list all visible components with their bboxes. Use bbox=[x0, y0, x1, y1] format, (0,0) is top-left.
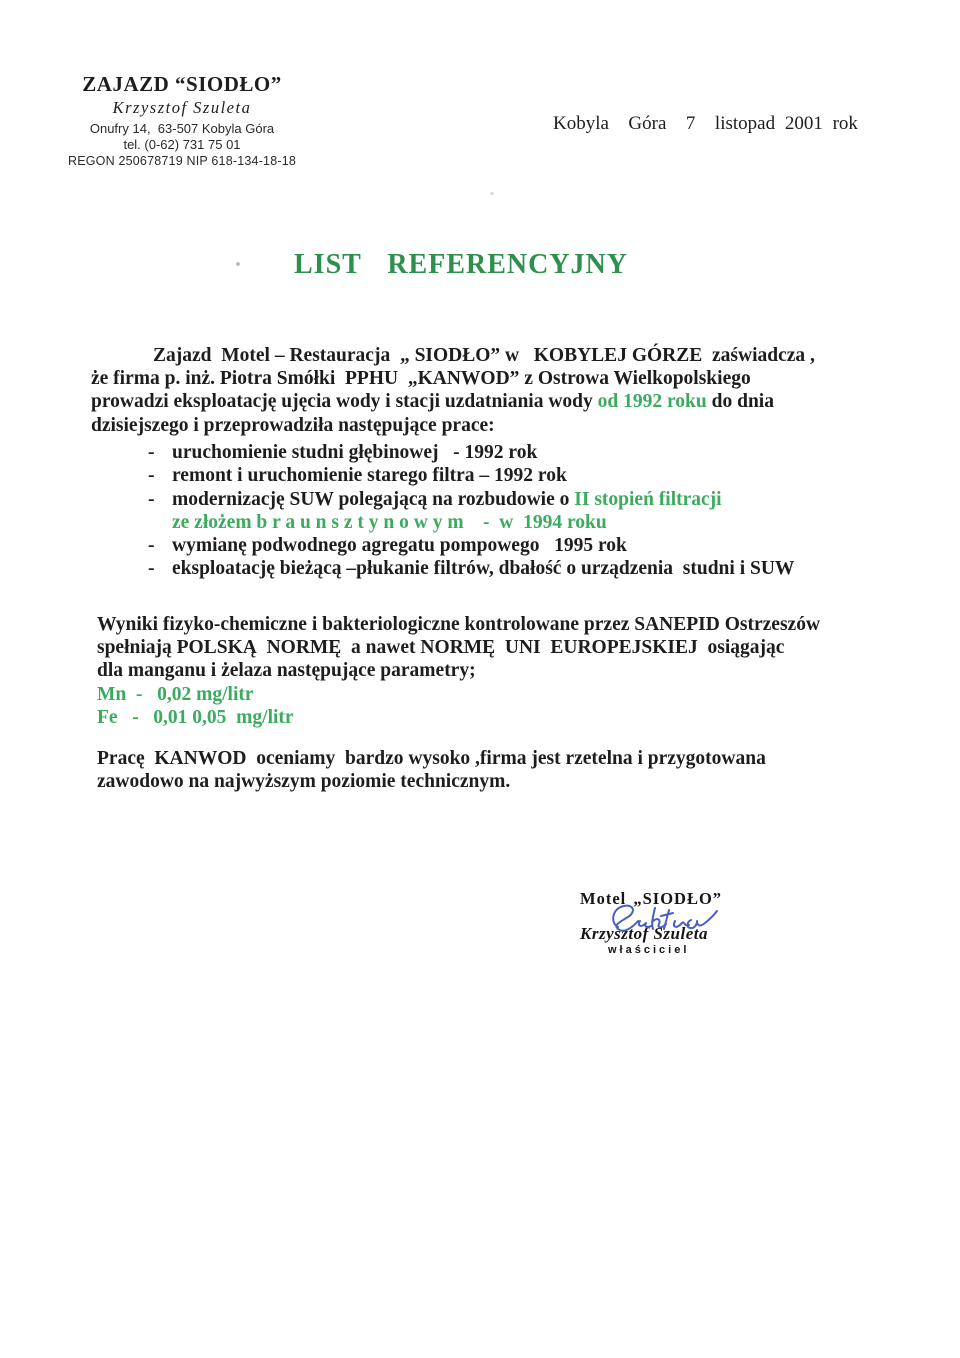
bullet-dash: - bbox=[148, 488, 155, 510]
intro-paragraph bbox=[91, 344, 876, 437]
intro-line-1: Zajazd Motel – Restauracja „ SIODŁO” w KOBYLEJ GÓRZE zaświadcza , bbox=[153, 345, 815, 366]
intro-line-3-tail: do dnia bbox=[706, 391, 774, 413]
signature-role-stamp: właściciel bbox=[608, 944, 690, 956]
intro-line-3-text: prowadzi eksploatację ujęcia wody i stacji uzdatniania wody bbox=[91, 391, 598, 413]
letterhead-owner: Krzysztof Szuleta bbox=[112, 98, 252, 117]
works-item-3-highlight: II stopień filtracji bbox=[574, 488, 722, 510]
manganese-parameter: Mn - 0,02 mg/litr bbox=[97, 683, 254, 705]
letterhead-company: ZAJAZD “SIODŁO” bbox=[82, 72, 282, 96]
works-item-2 bbox=[148, 464, 878, 487]
works-list bbox=[148, 441, 878, 581]
bullet-dash-empty bbox=[148, 511, 172, 534]
works-item-3-continuation-text: ze złożem b r a u n s z t y n o w y m - w 1994 roku bbox=[172, 511, 607, 533]
bullet-dash: - bbox=[148, 558, 155, 580]
letterhead bbox=[58, 72, 306, 168]
letterhead-address: Onufry 14, 63-507 Kobyla Góra bbox=[89, 121, 275, 136]
intro-highlight-od-1992: od 1992 roku bbox=[597, 391, 707, 413]
intro-line-3 bbox=[91, 390, 876, 413]
works-item-3-pre: modernizację SUW polegającą na rozbudowie o bbox=[172, 488, 575, 510]
date-line: Kobyla Góra 7 listopad 2001 rok bbox=[553, 113, 858, 134]
bullet-dash: - bbox=[148, 442, 155, 463]
intro-line-2: że firma p. inż. Piotra Smółki PPHU „KANWOD” z Ostrowa Wielkopolskiego bbox=[91, 368, 751, 390]
closing-paragraph bbox=[97, 748, 857, 793]
bullet-dash: - bbox=[148, 535, 155, 557]
closing-line-1: Pracę KANWOD oceniamy bardzo wysoko ,firma jest rzetelna i przygotowana bbox=[97, 748, 766, 769]
results-paragraph bbox=[97, 613, 857, 729]
closing-line-2: zawodowo na najwyższym poziomie technicznym. bbox=[97, 770, 511, 792]
signature-stroke bbox=[613, 906, 717, 931]
bullet-dash: - bbox=[148, 465, 155, 487]
works-item-3 bbox=[148, 488, 878, 511]
letter-title: LIST REFERENCYJNY bbox=[294, 249, 628, 280]
works-item-1-text: uruchomienie studni głębinowej - 1992 rok bbox=[172, 442, 538, 463]
results-line-1: Wyniki fizyko-chemiczne i bakteriologiczne kontrolowane przez SANEPID Ostrzeszów bbox=[97, 614, 821, 635]
signature-block bbox=[580, 889, 800, 956]
works-item-3-continuation bbox=[148, 511, 878, 534]
iron-parameter: Fe - 0,01 0,05 mg/litr bbox=[97, 707, 294, 729]
works-item-3-text bbox=[172, 488, 722, 511]
works-item-1 bbox=[148, 441, 878, 464]
works-item-4-text: wymianę podwodnego agregatu pompowego 1995 rok bbox=[172, 535, 627, 557]
intro-line-4: dzisiejszego i przeprowadziła następujące prace: bbox=[91, 414, 495, 436]
results-line-3: dla manganu i żelaza następujące parametry; bbox=[97, 660, 476, 682]
works-item-2-text: remont i uruchomienie starego filtra – 1992 rok bbox=[172, 465, 567, 487]
works-item-5-text: eksploatację bieżącą –płukanie filtrów, dbałość o urządzenia studni i SUW bbox=[172, 558, 795, 580]
signature-company-stamp: Motel „SIODŁO” bbox=[580, 889, 723, 908]
results-line-2: spełniają POLSKĄ NORMĘ a nawet NORMĘ UNI EUROPEJSKIEJ osiągając bbox=[97, 637, 785, 659]
works-item-5 bbox=[148, 557, 878, 580]
scan-speck bbox=[490, 192, 494, 195]
works-item-4 bbox=[148, 534, 878, 557]
letterhead-phone: tel. (0-62) 731 75 01 bbox=[123, 137, 241, 152]
letterhead-regon-nip: REGON 250678719 NIP 618-134-18-18 bbox=[67, 154, 297, 168]
signature-name-stamp: Krzysztof Szuleta bbox=[580, 924, 708, 943]
handwritten-signature bbox=[602, 900, 720, 940]
